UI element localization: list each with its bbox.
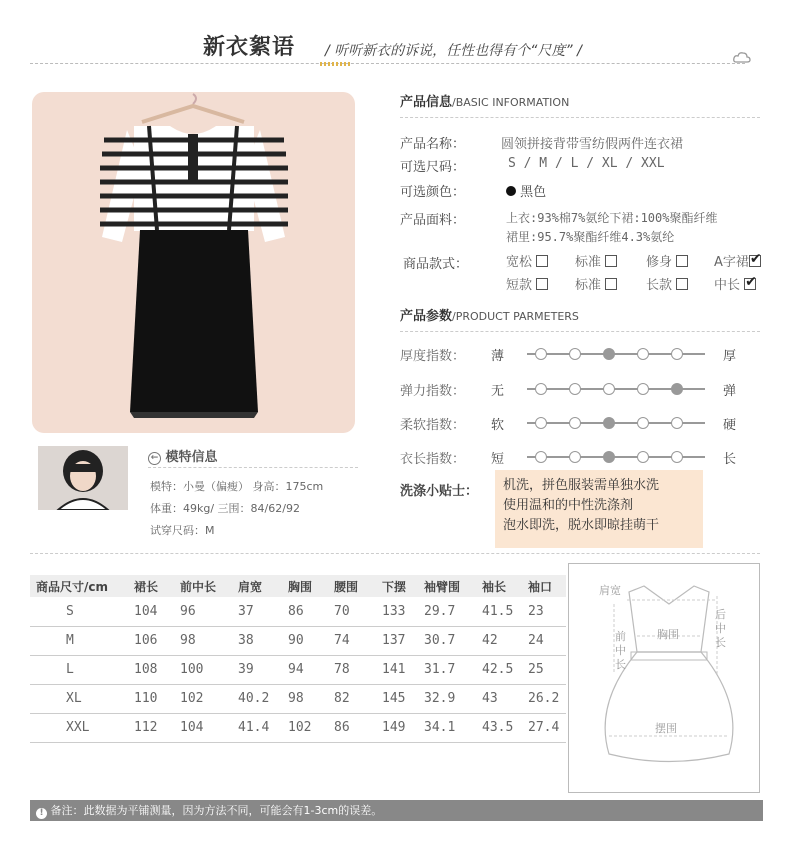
slider-knob — [569, 417, 581, 429]
table-cell: 26.2 — [522, 684, 566, 713]
style-option: 长款 — [646, 274, 716, 293]
param-min-label: 软 — [491, 418, 505, 433]
divider — [148, 467, 358, 468]
table-cell: 102 — [282, 713, 328, 742]
slider-knob — [535, 451, 547, 463]
checkbox[interactable] — [536, 255, 548, 267]
page-title: 新衣絮语 — [203, 34, 296, 60]
table-cell: XL — [30, 684, 128, 713]
wash-tip: 使用温和的中性洗涤剂 — [503, 498, 634, 513]
table-cell: 31.7 — [418, 655, 476, 684]
slider-knob — [637, 417, 649, 429]
table-cell: 86 — [328, 713, 376, 742]
param-max-label: 弹 — [723, 384, 737, 399]
measurement-diagram — [568, 563, 760, 793]
sizes-label: 可选尺码： — [400, 160, 466, 175]
table-cell: 86 — [282, 597, 328, 626]
alert-icon: ! — [36, 808, 47, 819]
slider-knob — [569, 451, 581, 463]
checkbox-checked[interactable] — [744, 278, 756, 290]
table-cell: 42 — [476, 626, 522, 655]
params-heading: 产品参数/PRODUCT PARMETERS — [400, 309, 579, 324]
table-cell: 29.7 — [418, 597, 476, 626]
param-min-label: 薄 — [491, 349, 505, 364]
fabric-label: 产品面料： — [400, 213, 466, 228]
style-option: 标准 — [575, 251, 645, 270]
slider-knob — [603, 383, 615, 395]
slider-knob — [535, 383, 547, 395]
header-slogan: / 听听新衣的诉说，任性也得有个“尺度” / — [325, 43, 582, 59]
table-cell: 141 — [376, 655, 418, 684]
wash-label: 洗涤小贴士： — [400, 484, 479, 499]
header-divider — [30, 63, 745, 64]
table-cell: 38 — [232, 626, 282, 655]
slider-knob — [569, 348, 581, 360]
table-cell: 78 — [328, 655, 376, 684]
param-max-label: 长 — [723, 452, 737, 467]
table-cell: 96 — [174, 597, 232, 626]
checkbox-checked[interactable] — [749, 255, 761, 267]
param-slider — [527, 347, 705, 361]
colors-label: 可选颜色： — [400, 185, 466, 200]
basic-info-heading: 产品信息/BASIC INFORMATION — [400, 95, 570, 110]
style-option: 中长 ✔ — [714, 274, 790, 293]
fabric-line-2: 裙里:95.7%聚酯纤维4.3%氨纶 — [506, 230, 675, 244]
table-header: 商品尺寸/cm — [30, 575, 128, 597]
table-cell: 39 — [232, 655, 282, 684]
style-option: 宽松 — [506, 251, 576, 270]
table-cell: 25 — [522, 655, 566, 684]
color-swatch-icon — [506, 186, 516, 196]
param-min-label: 短 — [491, 452, 505, 467]
color-option: 黑色 — [506, 181, 546, 200]
table-cell: 41.5 — [476, 597, 522, 626]
table-cell: 104 — [128, 597, 174, 626]
label-chest: 胸围 — [657, 628, 679, 641]
table-cell: 82 — [328, 684, 376, 713]
slider-knob-active — [603, 348, 615, 360]
slider-knob — [671, 348, 683, 360]
table-cell: 23 — [522, 597, 566, 626]
table-cell: 110 — [128, 684, 174, 713]
table-cell: 98 — [282, 684, 328, 713]
checkbox[interactable] — [536, 278, 548, 290]
table-cell: 43 — [476, 684, 522, 713]
table-header: 袖口 — [522, 575, 566, 597]
slider-knob-active — [603, 417, 615, 429]
table-cell: 30.7 — [418, 626, 476, 655]
table-cell: M — [30, 626, 128, 655]
table-cell: 149 — [376, 713, 418, 742]
model-heading: ← 模特信息 — [148, 446, 218, 465]
style-option: 修身 — [646, 251, 716, 270]
param-slider — [527, 450, 705, 464]
table-row — [30, 684, 566, 713]
table-cell: 27.4 — [522, 713, 566, 742]
table-header: 袖臂围 — [418, 575, 476, 597]
slider-knob-active — [671, 383, 683, 395]
slider-knob — [637, 383, 649, 395]
slider-knob — [671, 451, 683, 463]
slider-knob — [535, 348, 547, 360]
divider — [30, 553, 760, 554]
name-label: 产品名称： — [400, 137, 466, 152]
label-shoulder: 肩宽 — [599, 584, 621, 597]
param-label: 厚度指数： — [400, 349, 466, 364]
table-header: 腰围 — [328, 575, 376, 597]
product-photo — [32, 92, 355, 433]
back-arrow-icon: ← — [148, 452, 161, 465]
note-bar: ! 备注：此数据为平铺测量，因为方法不同，可能会有1-3cm的误差。 — [30, 800, 763, 821]
table-cell: 32.9 — [418, 684, 476, 713]
style-label: 商品款式： — [403, 257, 469, 272]
table-cell: 104 — [174, 713, 232, 742]
param-min-label: 无 — [491, 384, 505, 399]
checkbox[interactable] — [676, 255, 688, 267]
table-header: 下摆 — [376, 575, 418, 597]
param-slider — [527, 416, 705, 430]
header-accent-dots — [320, 62, 350, 66]
divider — [400, 331, 760, 332]
size-table — [30, 575, 566, 743]
style-option: A字裙✔ — [714, 251, 790, 270]
label-hem: 摆围 — [655, 722, 677, 735]
cloud-icon — [733, 50, 751, 64]
table-header: 袖长 — [476, 575, 522, 597]
table-header: 裙长 — [128, 575, 174, 597]
param-label: 柔软指数： — [400, 418, 466, 433]
table-cell: 102 — [174, 684, 232, 713]
model-line-3: 试穿尺码：M — [150, 524, 215, 537]
param-max-label: 厚 — [723, 349, 737, 364]
table-cell: 106 — [128, 626, 174, 655]
table-cell: 108 — [128, 655, 174, 684]
table-cell: XXL — [30, 713, 128, 742]
table-header: 前中长 — [174, 575, 232, 597]
table-row — [30, 597, 566, 626]
table-cell: L — [30, 655, 128, 684]
wash-tips-box — [495, 470, 703, 548]
sizes-value: S / M / L / XL / XXL — [508, 156, 665, 171]
param-label: 弹力指数： — [400, 384, 466, 399]
table-row — [30, 713, 566, 742]
style-option: 短款 — [506, 274, 576, 293]
checkbox[interactable] — [605, 278, 617, 290]
table-cell: 24 — [522, 626, 566, 655]
table-cell: 98 — [174, 626, 232, 655]
checkbox[interactable] — [676, 278, 688, 290]
checkbox[interactable] — [605, 255, 617, 267]
table-cell: 112 — [128, 713, 174, 742]
model-line-2: 体重：49kg/ 三围：84/62/92 — [150, 502, 300, 515]
table-row — [30, 626, 566, 655]
param-slider — [527, 382, 705, 396]
slider-knob — [637, 451, 649, 463]
table-cell: 90 — [282, 626, 328, 655]
table-row — [30, 655, 566, 684]
param-label: 衣长指数： — [400, 452, 466, 467]
divider — [400, 117, 760, 118]
table-cell: 37 — [232, 597, 282, 626]
table-header: 胸围 — [282, 575, 328, 597]
model-photo — [38, 446, 128, 510]
table-cell: 137 — [376, 626, 418, 655]
wash-tip: 机洗，拼色服装需单独水洗 — [503, 478, 660, 493]
slider-knob-active — [603, 451, 615, 463]
table-cell: S — [30, 597, 128, 626]
table-cell: 133 — [376, 597, 418, 626]
slider-knob — [569, 383, 581, 395]
table-cell: 145 — [376, 684, 418, 713]
table-cell: 70 — [328, 597, 376, 626]
table-cell: 94 — [282, 655, 328, 684]
table-header: 肩宽 — [232, 575, 282, 597]
table-cell: 43.5 — [476, 713, 522, 742]
label-back-length: 后中长 — [715, 608, 726, 649]
slider-knob — [637, 348, 649, 360]
table-cell: 41.4 — [232, 713, 282, 742]
table-cell: 34.1 — [418, 713, 476, 742]
style-option: 标准 — [575, 274, 645, 293]
slider-knob — [671, 417, 683, 429]
table-cell: 42.5 — [476, 655, 522, 684]
wash-tip: 泡水即洗，脱水即晾挂萌干 — [503, 518, 660, 533]
label-front-length: 前中长 — [615, 630, 626, 671]
fabric-line-1: 上衣:93%棉7%氨纶下裙:100%聚酯纤维 — [506, 211, 718, 225]
slider-knob — [535, 417, 547, 429]
table-cell: 40.2 — [232, 684, 282, 713]
param-max-label: 硬 — [723, 418, 737, 433]
table-cell: 100 — [174, 655, 232, 684]
model-line-1: 模特：小曼（偏瘦） 身高：175cm — [150, 480, 324, 493]
name-value: 圆领拼接背带雪纺假两件连衣裙 — [501, 137, 684, 152]
table-cell: 74 — [328, 626, 376, 655]
